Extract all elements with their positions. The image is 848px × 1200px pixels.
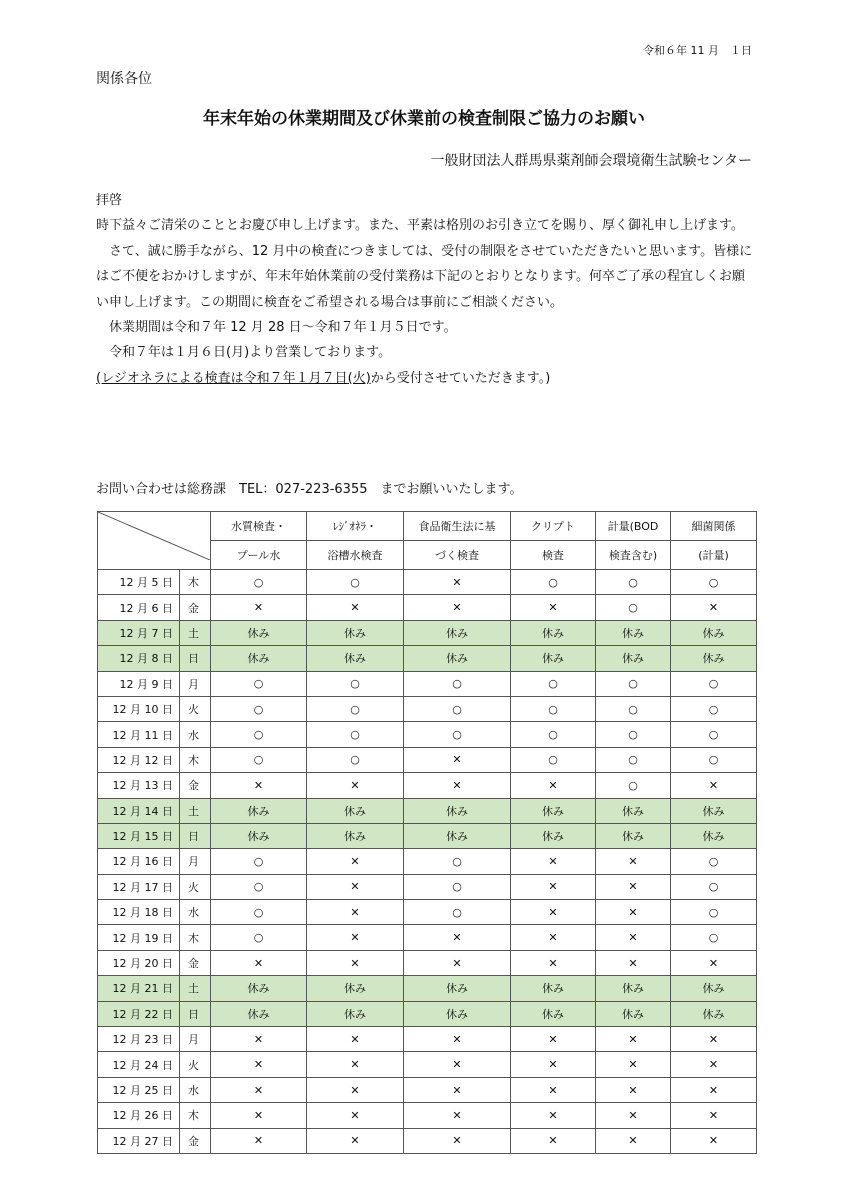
unavailable-mark: ✕	[511, 773, 596, 798]
unavailable-mark: ✕	[307, 1103, 404, 1128]
weekday-cell: 水	[180, 722, 211, 747]
unavailable-mark: ✕	[596, 1128, 671, 1153]
available-mark: ○	[404, 722, 511, 747]
holiday-mark: 休み	[671, 976, 757, 1001]
weekday-cell: 月	[180, 849, 211, 874]
holiday-mark: 休み	[671, 620, 757, 645]
date-cell: 12 月 6 日	[98, 595, 180, 620]
unavailable-mark: ✕	[511, 1027, 596, 1052]
unavailable-mark: ✕	[511, 595, 596, 620]
date-cell: 12 月 19 日	[98, 925, 180, 950]
unavailable-mark: ✕	[211, 1128, 307, 1153]
unavailable-mark: ✕	[211, 950, 307, 975]
weekday-cell: 日	[180, 646, 211, 671]
date-cell: 12 月 8 日	[98, 646, 180, 671]
date-cell: 12 月 27 日	[98, 1128, 180, 1153]
available-mark: ○	[307, 747, 404, 772]
available-mark: ○	[211, 849, 307, 874]
date-cell: 12 月 20 日	[98, 950, 180, 975]
weekday-cell: 金	[180, 950, 211, 975]
weekday-cell: 日	[180, 823, 211, 848]
available-mark: ○	[307, 671, 404, 696]
col-header-2-line-1: ﾚｼﾞｵﾈﾗ・	[307, 512, 404, 541]
weekday-cell: 金	[180, 773, 211, 798]
unavailable-mark: ✕	[307, 1027, 404, 1052]
holiday-mark: 休み	[596, 823, 671, 848]
holiday-mark: 休み	[671, 823, 757, 848]
weekday-cell: 水	[180, 900, 211, 925]
date-cell: 12 月 21 日	[98, 976, 180, 1001]
unavailable-mark: ✕	[404, 925, 511, 950]
table-row	[98, 722, 757, 747]
weekday-cell: 火	[180, 696, 211, 721]
weekday-cell: 金	[180, 1128, 211, 1153]
holiday-mark: 休み	[596, 620, 671, 645]
available-mark: ○	[671, 900, 757, 925]
available-mark: ○	[307, 696, 404, 721]
unavailable-mark: ✕	[671, 1077, 757, 1102]
unavailable-mark: ✕	[404, 595, 511, 620]
holiday-mark: 休み	[511, 823, 596, 848]
holiday-mark: 休み	[511, 798, 596, 823]
schedule-table	[97, 511, 757, 1154]
date-cell: 12 月 24 日	[98, 1052, 180, 1077]
available-mark: ○	[211, 696, 307, 721]
table-row	[98, 900, 757, 925]
document-title: 年末年始の休業期間及び休業前の検査制限ご協力のお願い	[203, 109, 645, 129]
available-mark: ○	[511, 570, 596, 595]
table-row	[98, 1052, 757, 1077]
available-mark: ○	[671, 696, 757, 721]
unavailable-mark: ✕	[211, 773, 307, 798]
unavailable-mark: ✕	[307, 900, 404, 925]
unavailable-mark: ✕	[404, 1052, 511, 1077]
available-mark: ○	[596, 671, 671, 696]
weekday-cell: 木	[180, 570, 211, 595]
unavailable-mark: ✕	[511, 925, 596, 950]
contact-info: お問い合わせは総務課 TEL：027-223-6355 までお願いいたします。	[96, 482, 523, 497]
holiday-mark: 休み	[211, 976, 307, 1001]
holiday-mark: 休み	[404, 823, 511, 848]
col-header-5-line-1: 計量(BOD	[596, 512, 671, 541]
unavailable-mark: ✕	[307, 595, 404, 620]
unavailable-mark: ✕	[671, 1128, 757, 1153]
available-mark: ○	[596, 570, 671, 595]
available-mark: ○	[211, 570, 307, 595]
date-cell: 12 月 18 日	[98, 900, 180, 925]
unavailable-mark: ✕	[211, 1027, 307, 1052]
corner-cell	[98, 512, 211, 570]
holiday-mark: 休み	[307, 620, 404, 645]
unavailable-mark: ✕	[211, 1077, 307, 1102]
holiday-mark: 休み	[404, 976, 511, 1001]
weekday-cell: 金	[180, 595, 211, 620]
date-cell: 12 月 14 日	[98, 798, 180, 823]
unavailable-mark: ✕	[307, 925, 404, 950]
table-row	[98, 1077, 757, 1102]
available-mark: ○	[511, 747, 596, 772]
holiday-mark: 休み	[596, 798, 671, 823]
table-row	[98, 620, 757, 645]
unavailable-mark: ✕	[511, 1052, 596, 1077]
unavailable-mark: ✕	[671, 1052, 757, 1077]
available-mark: ○	[404, 696, 511, 721]
holiday-mark: 休み	[511, 620, 596, 645]
holiday-mark: 休み	[596, 646, 671, 671]
available-mark: ○	[211, 874, 307, 899]
date-cell: 12 月 23 日	[98, 1027, 180, 1052]
available-mark: ○	[596, 595, 671, 620]
col-header-3-line-2: づく検査	[404, 541, 511, 570]
col-header-6-line-1: 細菌関係	[671, 512, 757, 541]
unavailable-mark: ✕	[671, 1027, 757, 1052]
available-mark: ○	[211, 925, 307, 950]
date-cell: 12 月 9 日	[98, 671, 180, 696]
holiday-mark: 休み	[404, 1001, 511, 1026]
table-row	[98, 1103, 757, 1128]
unavailable-mark: ✕	[307, 1077, 404, 1102]
unavailable-mark: ✕	[307, 849, 404, 874]
weekday-cell: 日	[180, 1001, 211, 1026]
available-mark: ○	[671, 874, 757, 899]
header-row-1	[98, 512, 757, 541]
available-mark: ○	[671, 925, 757, 950]
table-row	[98, 671, 757, 696]
unavailable-mark: ✕	[511, 1128, 596, 1153]
table-row	[98, 874, 757, 899]
date-cell: 12 月 12 日	[98, 747, 180, 772]
unavailable-mark: ✕	[671, 1103, 757, 1128]
holiday-mark: 休み	[211, 798, 307, 823]
holiday-period: 休業期間は令和７年 12 月 28 日～令和７年１月５日です。	[96, 320, 457, 336]
unavailable-mark: ✕	[211, 595, 307, 620]
unavailable-mark: ✕	[511, 900, 596, 925]
holiday-mark: 休み	[596, 976, 671, 1001]
date-cell: 12 月 25 日	[98, 1077, 180, 1102]
available-mark: ○	[511, 696, 596, 721]
available-mark: ○	[671, 671, 757, 696]
weekday-cell: 土	[180, 798, 211, 823]
available-mark: ○	[671, 849, 757, 874]
unavailable-mark: ✕	[404, 1077, 511, 1102]
reopen-notice: 令和７年は１月６日(月)より営業しております。	[96, 345, 392, 361]
available-mark: ○	[211, 747, 307, 772]
table-row	[98, 696, 757, 721]
unavailable-mark: ✕	[596, 849, 671, 874]
unavailable-mark: ✕	[307, 874, 404, 899]
col-header-5-line-2: 検査含む)	[596, 541, 671, 570]
holiday-mark: 休み	[671, 798, 757, 823]
table-row	[98, 849, 757, 874]
date-cell: 12 月 13 日	[98, 773, 180, 798]
available-mark: ○	[404, 671, 511, 696]
holiday-mark: 休み	[671, 1001, 757, 1026]
holiday-mark: 休み	[211, 646, 307, 671]
available-mark: ○	[511, 671, 596, 696]
holiday-mark: 休み	[404, 798, 511, 823]
table-row	[98, 1027, 757, 1052]
weekday-cell: 土	[180, 620, 211, 645]
unavailable-mark: ✕	[307, 950, 404, 975]
addressee: 関係各位	[96, 71, 152, 87]
holiday-mark: 休み	[671, 646, 757, 671]
col-header-3-line-1: 食品衛生法に基	[404, 512, 511, 541]
holiday-mark: 休み	[211, 620, 307, 645]
available-mark: ○	[596, 696, 671, 721]
unavailable-mark: ✕	[211, 1103, 307, 1128]
available-mark: ○	[211, 671, 307, 696]
available-mark: ○	[211, 722, 307, 747]
diagonal-line	[98, 512, 210, 560]
holiday-mark: 休み	[307, 1001, 404, 1026]
weekday-cell: 土	[180, 976, 211, 1001]
unavailable-mark: ✕	[596, 1077, 671, 1102]
holiday-mark: 休み	[404, 646, 511, 671]
available-mark: ○	[596, 773, 671, 798]
holiday-mark: 休み	[511, 646, 596, 671]
unavailable-mark: ✕	[671, 950, 757, 975]
table-row	[98, 950, 757, 975]
unavailable-mark: ✕	[511, 950, 596, 975]
date-cell: 12 月 7 日	[98, 620, 180, 645]
unavailable-mark: ✕	[307, 1052, 404, 1077]
available-mark: ○	[404, 849, 511, 874]
available-mark: ○	[671, 747, 757, 772]
sender-organization: 一般財団法人群馬県薬剤師会環境衛生試験センター	[430, 153, 752, 169]
date-cell: 12 月 17 日	[98, 874, 180, 899]
table-row	[98, 646, 757, 671]
unavailable-mark: ✕	[511, 1077, 596, 1102]
available-mark: ○	[671, 570, 757, 595]
holiday-mark: 休み	[596, 1001, 671, 1026]
date-cell: 12 月 26 日	[98, 1103, 180, 1128]
unavailable-mark: ✕	[211, 1052, 307, 1077]
schedule-table-body	[98, 512, 757, 1154]
col-header-2-line-2: 浴槽水検査	[307, 541, 404, 570]
holiday-mark: 休み	[307, 976, 404, 1001]
holiday-mark: 休み	[211, 823, 307, 848]
table-row	[98, 773, 757, 798]
unavailable-mark: ✕	[596, 925, 671, 950]
available-mark: ○	[511, 722, 596, 747]
weekday-cell: 木	[180, 747, 211, 772]
weekday-cell: 火	[180, 874, 211, 899]
table-row	[98, 570, 757, 595]
legionella-notice-underlined: (レジオネラによる検査は令和７年１月７日(火)	[96, 370, 371, 386]
weekday-cell: 木	[180, 1103, 211, 1128]
paragraph-2: さて、誠に勝手ながら、12 月中の検査につきましては、受付の制限をさせていただきたいと思います。皆様にはご不便をおかけしますが、年末年始休業前の受付業務は下記のとおりとなります。何卒ご了承の程宜しくお願い申し上げます。この期間に検査をご希望される場合は事前にご相談ください。	[96, 243, 753, 310]
holiday-mark: 休み	[211, 1001, 307, 1026]
unavailable-mark: ✕	[596, 900, 671, 925]
table-row	[98, 1001, 757, 1026]
holiday-mark: 休み	[307, 798, 404, 823]
unavailable-mark: ✕	[307, 773, 404, 798]
paragraph-1: 時下益々ご清栄のこととお慶び申し上げます。また、平素は格別のお引き立てを賜り、厚く御礼申し上げます。	[96, 218, 744, 234]
unavailable-mark: ✕	[596, 1103, 671, 1128]
available-mark: ○	[596, 747, 671, 772]
unavailable-mark: ✕	[404, 1103, 511, 1128]
unavailable-mark: ✕	[596, 874, 671, 899]
unavailable-mark: ✕	[511, 849, 596, 874]
available-mark: ○	[307, 722, 404, 747]
unavailable-mark: ✕	[596, 1027, 671, 1052]
available-mark: ○	[307, 570, 404, 595]
table-row	[98, 823, 757, 848]
table-row	[98, 1128, 757, 1153]
col-header-1-line-2: プール水	[211, 541, 307, 570]
weekday-cell: 月	[180, 671, 211, 696]
available-mark: ○	[596, 722, 671, 747]
available-mark: ○	[404, 874, 511, 899]
weekday-cell: 水	[180, 1077, 211, 1102]
unavailable-mark: ✕	[307, 1128, 404, 1153]
available-mark: ○	[671, 722, 757, 747]
unavailable-mark: ✕	[596, 950, 671, 975]
unavailable-mark: ✕	[404, 747, 511, 772]
col-header-4-line-1: クリプト	[511, 512, 596, 541]
unavailable-mark: ✕	[404, 950, 511, 975]
unavailable-mark: ✕	[404, 570, 511, 595]
unavailable-mark: ✕	[404, 1128, 511, 1153]
weekday-cell: 月	[180, 1027, 211, 1052]
unavailable-mark: ✕	[511, 874, 596, 899]
table-row	[98, 747, 757, 772]
unavailable-mark: ✕	[596, 1052, 671, 1077]
unavailable-mark: ✕	[671, 595, 757, 620]
table-row	[98, 798, 757, 823]
legionella-notice-rest: から受付させていただきます。)	[370, 370, 551, 386]
date-cell: 12 月 15 日	[98, 823, 180, 848]
greeting: 拝啓	[96, 193, 123, 208]
col-header-4-line-2: 検査	[511, 541, 596, 570]
table-row	[98, 925, 757, 950]
table-row	[98, 595, 757, 620]
unavailable-mark: ✕	[511, 1103, 596, 1128]
holiday-mark: 休み	[307, 823, 404, 848]
unavailable-mark: ✕	[404, 1027, 511, 1052]
date-cell: 12 月 16 日	[98, 849, 180, 874]
unavailable-mark: ✕	[404, 773, 511, 798]
holiday-mark: 休み	[511, 976, 596, 1001]
col-header-1-line-1: 水質検査・	[211, 512, 307, 541]
table-row	[98, 976, 757, 1001]
weekday-cell: 火	[180, 1052, 211, 1077]
date-cell: 12 月 5 日	[98, 570, 180, 595]
legionella-notice	[96, 366, 756, 391]
holiday-mark: 休み	[404, 620, 511, 645]
holiday-mark: 休み	[307, 646, 404, 671]
col-header-6-line-2: (計量)	[671, 541, 757, 570]
available-mark: ○	[211, 900, 307, 925]
letter-body	[96, 188, 756, 391]
available-mark: ○	[404, 900, 511, 925]
date-cell: 12 月 10 日	[98, 696, 180, 721]
weekday-cell: 木	[180, 925, 211, 950]
date-cell: 12 月 22 日	[98, 1001, 180, 1026]
document-date: 令和６年 11 月 １日	[643, 44, 752, 57]
date-cell: 12 月 11 日	[98, 722, 180, 747]
holiday-mark: 休み	[511, 1001, 596, 1026]
unavailable-mark: ✕	[671, 773, 757, 798]
